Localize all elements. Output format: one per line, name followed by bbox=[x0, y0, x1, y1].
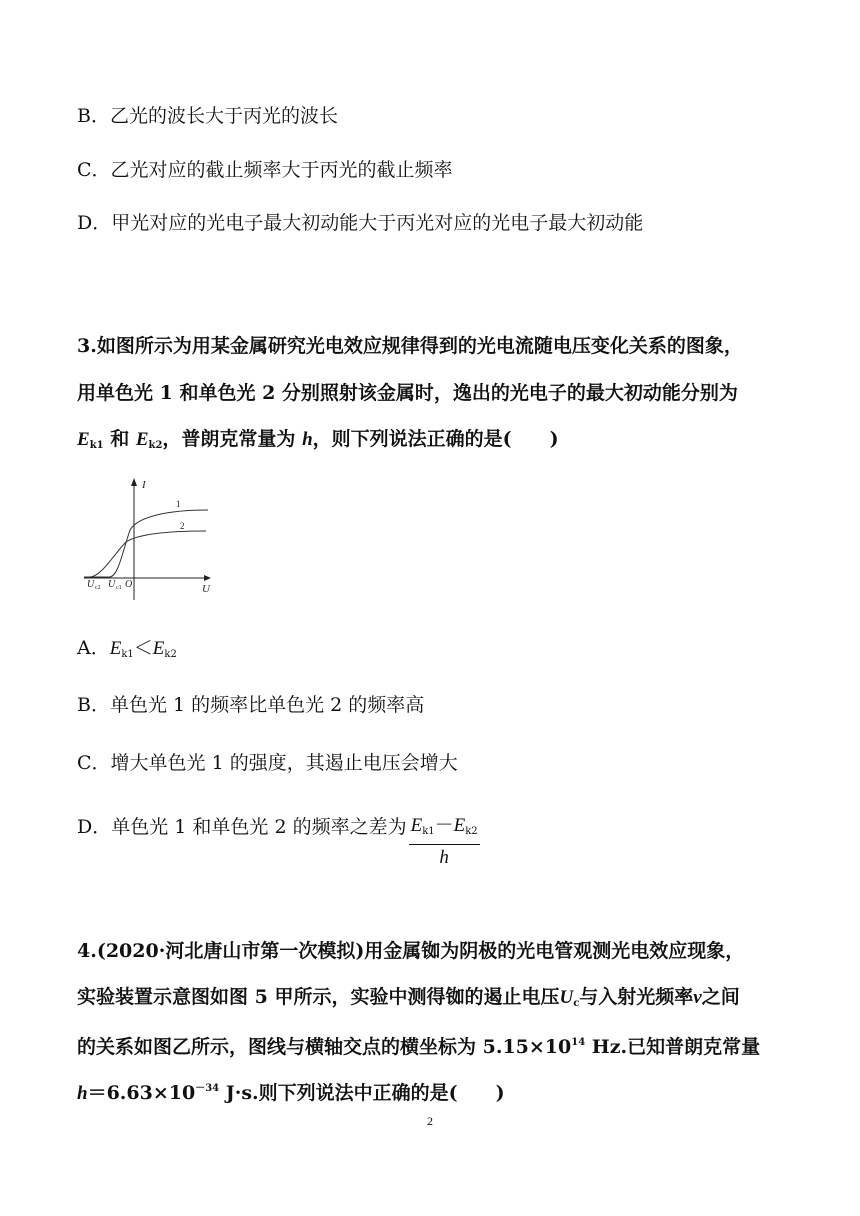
uc-subscript: c bbox=[573, 998, 580, 1009]
option-d-text: D．单色光 1 和单色光 2 的频率之差为 bbox=[77, 816, 407, 838]
q4-stem-line2 bbox=[77, 985, 740, 1016]
q4-line3-pre: 的关系如图乙所示，图线与横轴交点的横坐标为 5.15×10 bbox=[77, 1036, 572, 1058]
q4-line2-post: 与入射光频率 bbox=[579, 986, 694, 1008]
option-c-q3: C．增大单色光 1 的强度，其遏止电压会增大 bbox=[77, 752, 458, 774]
fraction-numerator bbox=[409, 813, 480, 845]
uc1-subscript: c1 bbox=[116, 585, 122, 591]
q3-stem-end: ，则下列说法正确的是( ) bbox=[312, 428, 559, 450]
option-a-prefix: A． bbox=[77, 637, 110, 659]
q4-stem-line1: 4.(2020·河北唐山市第一次模拟)用金属铷为阴极的光电管观测光电效应现象， bbox=[77, 940, 745, 962]
ek2-subscript: k2 bbox=[148, 440, 163, 451]
option-a-ek2: E bbox=[152, 638, 165, 659]
and-text: 和 bbox=[110, 428, 130, 450]
nu-symbol: ν bbox=[693, 987, 702, 1008]
option-a-q3 bbox=[77, 636, 177, 667]
uc1-label: U bbox=[108, 579, 116, 590]
option-c-q2: C．乙光对应的截止频率大于丙光的截止频率 bbox=[77, 159, 453, 181]
q4-line2-pre: 实验装置示意图如图 5 甲所示，实验中测得铷的遏止电压 bbox=[77, 986, 560, 1008]
axis-label-i: I bbox=[142, 479, 146, 491]
page-number: 2 bbox=[427, 1114, 433, 1128]
num-ek2: E bbox=[453, 815, 466, 836]
exp-14: 14 bbox=[571, 1037, 586, 1048]
q4-line4-pre: ＝6.63×10 bbox=[87, 1082, 196, 1104]
q4-line4-post: J·s.则下列说法中正确的是( ) bbox=[219, 1082, 505, 1104]
option-b-q2: B．乙光的波长大于丙光的波长 bbox=[77, 105, 338, 127]
fraction-denominator: h bbox=[439, 847, 449, 868]
origin-label: O bbox=[125, 579, 133, 590]
ek1-subscript: k1 bbox=[89, 440, 104, 451]
ek2-symbol: E bbox=[135, 429, 149, 450]
uc-symbol: U bbox=[559, 987, 574, 1008]
option-a-k1: k1 bbox=[121, 649, 134, 660]
num-k2: k2 bbox=[465, 826, 478, 837]
h-symbol: h bbox=[302, 429, 313, 450]
option-d-q3 bbox=[77, 813, 480, 871]
photocurrent-voltage-graph bbox=[80, 472, 220, 607]
frequency-difference-fraction bbox=[409, 813, 480, 871]
i-axis-arrow bbox=[131, 478, 137, 486]
num-ek1: E bbox=[410, 815, 423, 836]
q4-stem-line4 bbox=[77, 1077, 505, 1106]
ek1-symbol: E bbox=[77, 429, 90, 450]
option-a-k2: k2 bbox=[164, 649, 177, 660]
option-d-q2: D．甲光对应的光电子最大初动能大于丙光对应的光电子最大初动能 bbox=[77, 212, 644, 234]
option-a-ek1: E bbox=[109, 638, 122, 659]
num-minus: － bbox=[434, 814, 454, 836]
axis-label-u: U bbox=[202, 583, 210, 595]
planck-text: ，普朗克常量为 bbox=[162, 428, 296, 450]
uc2-label: U bbox=[87, 579, 95, 590]
option-b-q3: B．单色光 1 的频率比单色光 2 的频率高 bbox=[77, 694, 425, 716]
q4-line3-post: Hz.已知普朗克常量 bbox=[585, 1036, 761, 1058]
curve-1 bbox=[84, 510, 208, 577]
uc2-subscript: c2 bbox=[95, 585, 101, 591]
option-a-less-than: ＜ bbox=[133, 637, 153, 659]
exp-minus-34: －34 bbox=[195, 1083, 220, 1094]
q3-stem-line2: 用单色光 1 和单色光 2 分别照射该金属时，逸出的光电子的最大初动能分别为 bbox=[77, 382, 738, 404]
curve-1-label: 1 bbox=[176, 499, 181, 509]
curve-2 bbox=[84, 531, 206, 577]
num-k1: k1 bbox=[422, 826, 435, 837]
q4-h-symbol: h bbox=[77, 1083, 88, 1104]
u-axis-arrow bbox=[204, 575, 211, 581]
q3-stem-line1: 3.如图所示为用某金属研究光电效应规律得到的光电流随电压变化关系的图象， bbox=[77, 335, 743, 357]
q4-line2-end: 之间 bbox=[701, 986, 740, 1008]
q3-stem-line3 bbox=[77, 427, 559, 458]
curve-2-label: 2 bbox=[180, 521, 185, 531]
q4-stem-line3 bbox=[77, 1031, 760, 1059]
